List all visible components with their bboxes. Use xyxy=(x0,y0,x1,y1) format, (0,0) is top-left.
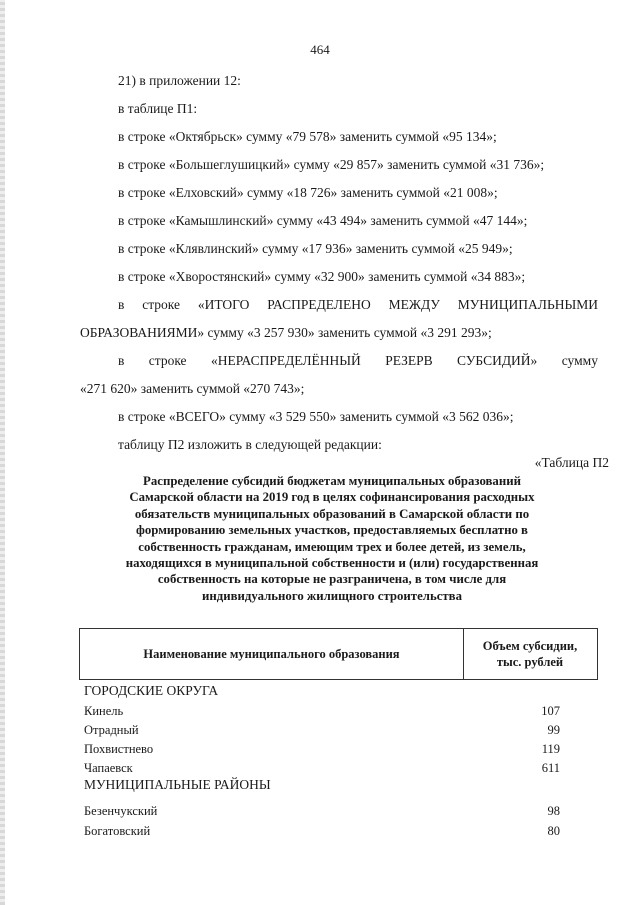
table-row-value: 119 xyxy=(541,742,560,756)
paragraph-vsego: в строке «ВСЕГО» сумму «3 529 550» заменить суммой «3 562 036»; xyxy=(118,409,514,424)
table-row-name: Кинель xyxy=(84,704,124,718)
paragraph-item-21: 21) в приложении 12: xyxy=(118,73,241,88)
table-row-name: Похвистнево xyxy=(84,742,154,756)
table-row-name: Отрадный xyxy=(84,723,139,737)
column-header-amount xyxy=(463,629,597,679)
column-header-amount-line1: Объем субсидии, xyxy=(482,639,578,653)
paragraph-itogo-line1 xyxy=(118,297,598,313)
word: СУБСИДИЙ» xyxy=(457,353,538,368)
title-line: собственность на которые не разграничена, в том числе для xyxy=(157,572,507,587)
title-line: собственность гражданам, имеющим трех и более детей, из земель, xyxy=(138,539,526,554)
title-line: находящихся в муниципальной собственности и (или) государственная xyxy=(125,556,539,571)
table-row-name: Безенчукский xyxy=(84,804,158,818)
word: МУНИЦИПАЛЬНЫМИ xyxy=(457,297,598,312)
table-row-value: 107 xyxy=(541,704,560,718)
paragraph-elkhovsky: в строке «Елховский» сумму «18 726» заменить суммой «21 008»; xyxy=(118,185,498,200)
title-line: обязательств муниципальных образований в Самарской области по xyxy=(134,506,530,521)
word: РЕЗЕРВ xyxy=(385,353,433,368)
title-line: Распределение субсидий бюджетам муниципальных образований xyxy=(143,474,521,488)
scan-edge xyxy=(0,0,5,905)
table-row-value: 611 xyxy=(541,761,560,775)
table-title xyxy=(82,473,582,604)
page-number: 464 xyxy=(310,42,330,57)
paragraph-reserve-line1 xyxy=(118,353,598,369)
word: «ИТОГО xyxy=(197,297,250,312)
paragraph-table-p1: в таблице П1: xyxy=(118,101,198,116)
table-row-value: 80 xyxy=(547,824,560,838)
word: строке xyxy=(148,353,187,368)
table-row-value: 99 xyxy=(547,723,560,737)
word: сумму xyxy=(561,353,598,368)
title-line: индивидуального жилищного строительства xyxy=(202,588,462,603)
paragraph-itogo-line2: ОБРАЗОВАНИЯМИ» сумму «3 257 930» заменить суммой «3 291 293»; xyxy=(80,325,492,340)
word: «НЕРАСПРЕДЕЛЁННЫЙ xyxy=(210,353,361,368)
paragraph-khvorostyansky: в строке «Хворостянский» сумму «32 900» заменить суммой «34 883»; xyxy=(118,269,526,284)
section-city-districts: ГОРОДСКИЕ ОКРУГА xyxy=(84,683,219,698)
word: в xyxy=(118,353,125,368)
paragraph-reserve-line2: «271 620» заменить суммой «270 743»; xyxy=(80,381,305,396)
paragraph-bolsheglushitsky: в строке «Большеглушицкий» сумму «29 857» заменить суммой «31 736»; xyxy=(118,157,545,172)
table-header xyxy=(79,628,598,680)
section-municipal-districts: МУНИЦИПАЛЬНЫЕ РАЙОНЫ xyxy=(84,777,271,792)
word: МЕЖДУ xyxy=(388,297,440,312)
word: строке xyxy=(142,297,180,312)
word: в xyxy=(118,297,125,312)
paragraph-oktyabrsk: в строке «Октябрьск» сумму «79 578» заменить суммой «95 134»; xyxy=(118,129,497,144)
paragraph-kamyshlinsky: в строке «Камышлинский» сумму «43 494» заменить суммой «47 144»; xyxy=(118,213,528,228)
title-line: формированию земельных участков, предоставляемых бесплатно в xyxy=(136,523,528,538)
table-row-value: 98 xyxy=(547,804,560,818)
word: РАСПРЕДЕЛЕНО xyxy=(267,297,371,312)
paragraph-klyavlinsky: в строке «Клявлинский» сумму «17 936» заменить суммой «25 949»; xyxy=(118,241,513,256)
table-row-name: Чапаевск xyxy=(84,761,133,775)
title-line: Самарской области на 2019 год в целях софинансирования расходных xyxy=(129,490,535,505)
column-header-amount-line2: тыс. рублей xyxy=(496,655,564,669)
column-header-name: Наименование муниципального образования xyxy=(80,629,464,679)
paragraph-table-p2-intro: таблицу П2 изложить в следующей редакции: xyxy=(118,437,382,452)
table-reference: «Таблица П2 xyxy=(534,455,609,470)
table-row-name: Богатовский xyxy=(84,824,151,838)
